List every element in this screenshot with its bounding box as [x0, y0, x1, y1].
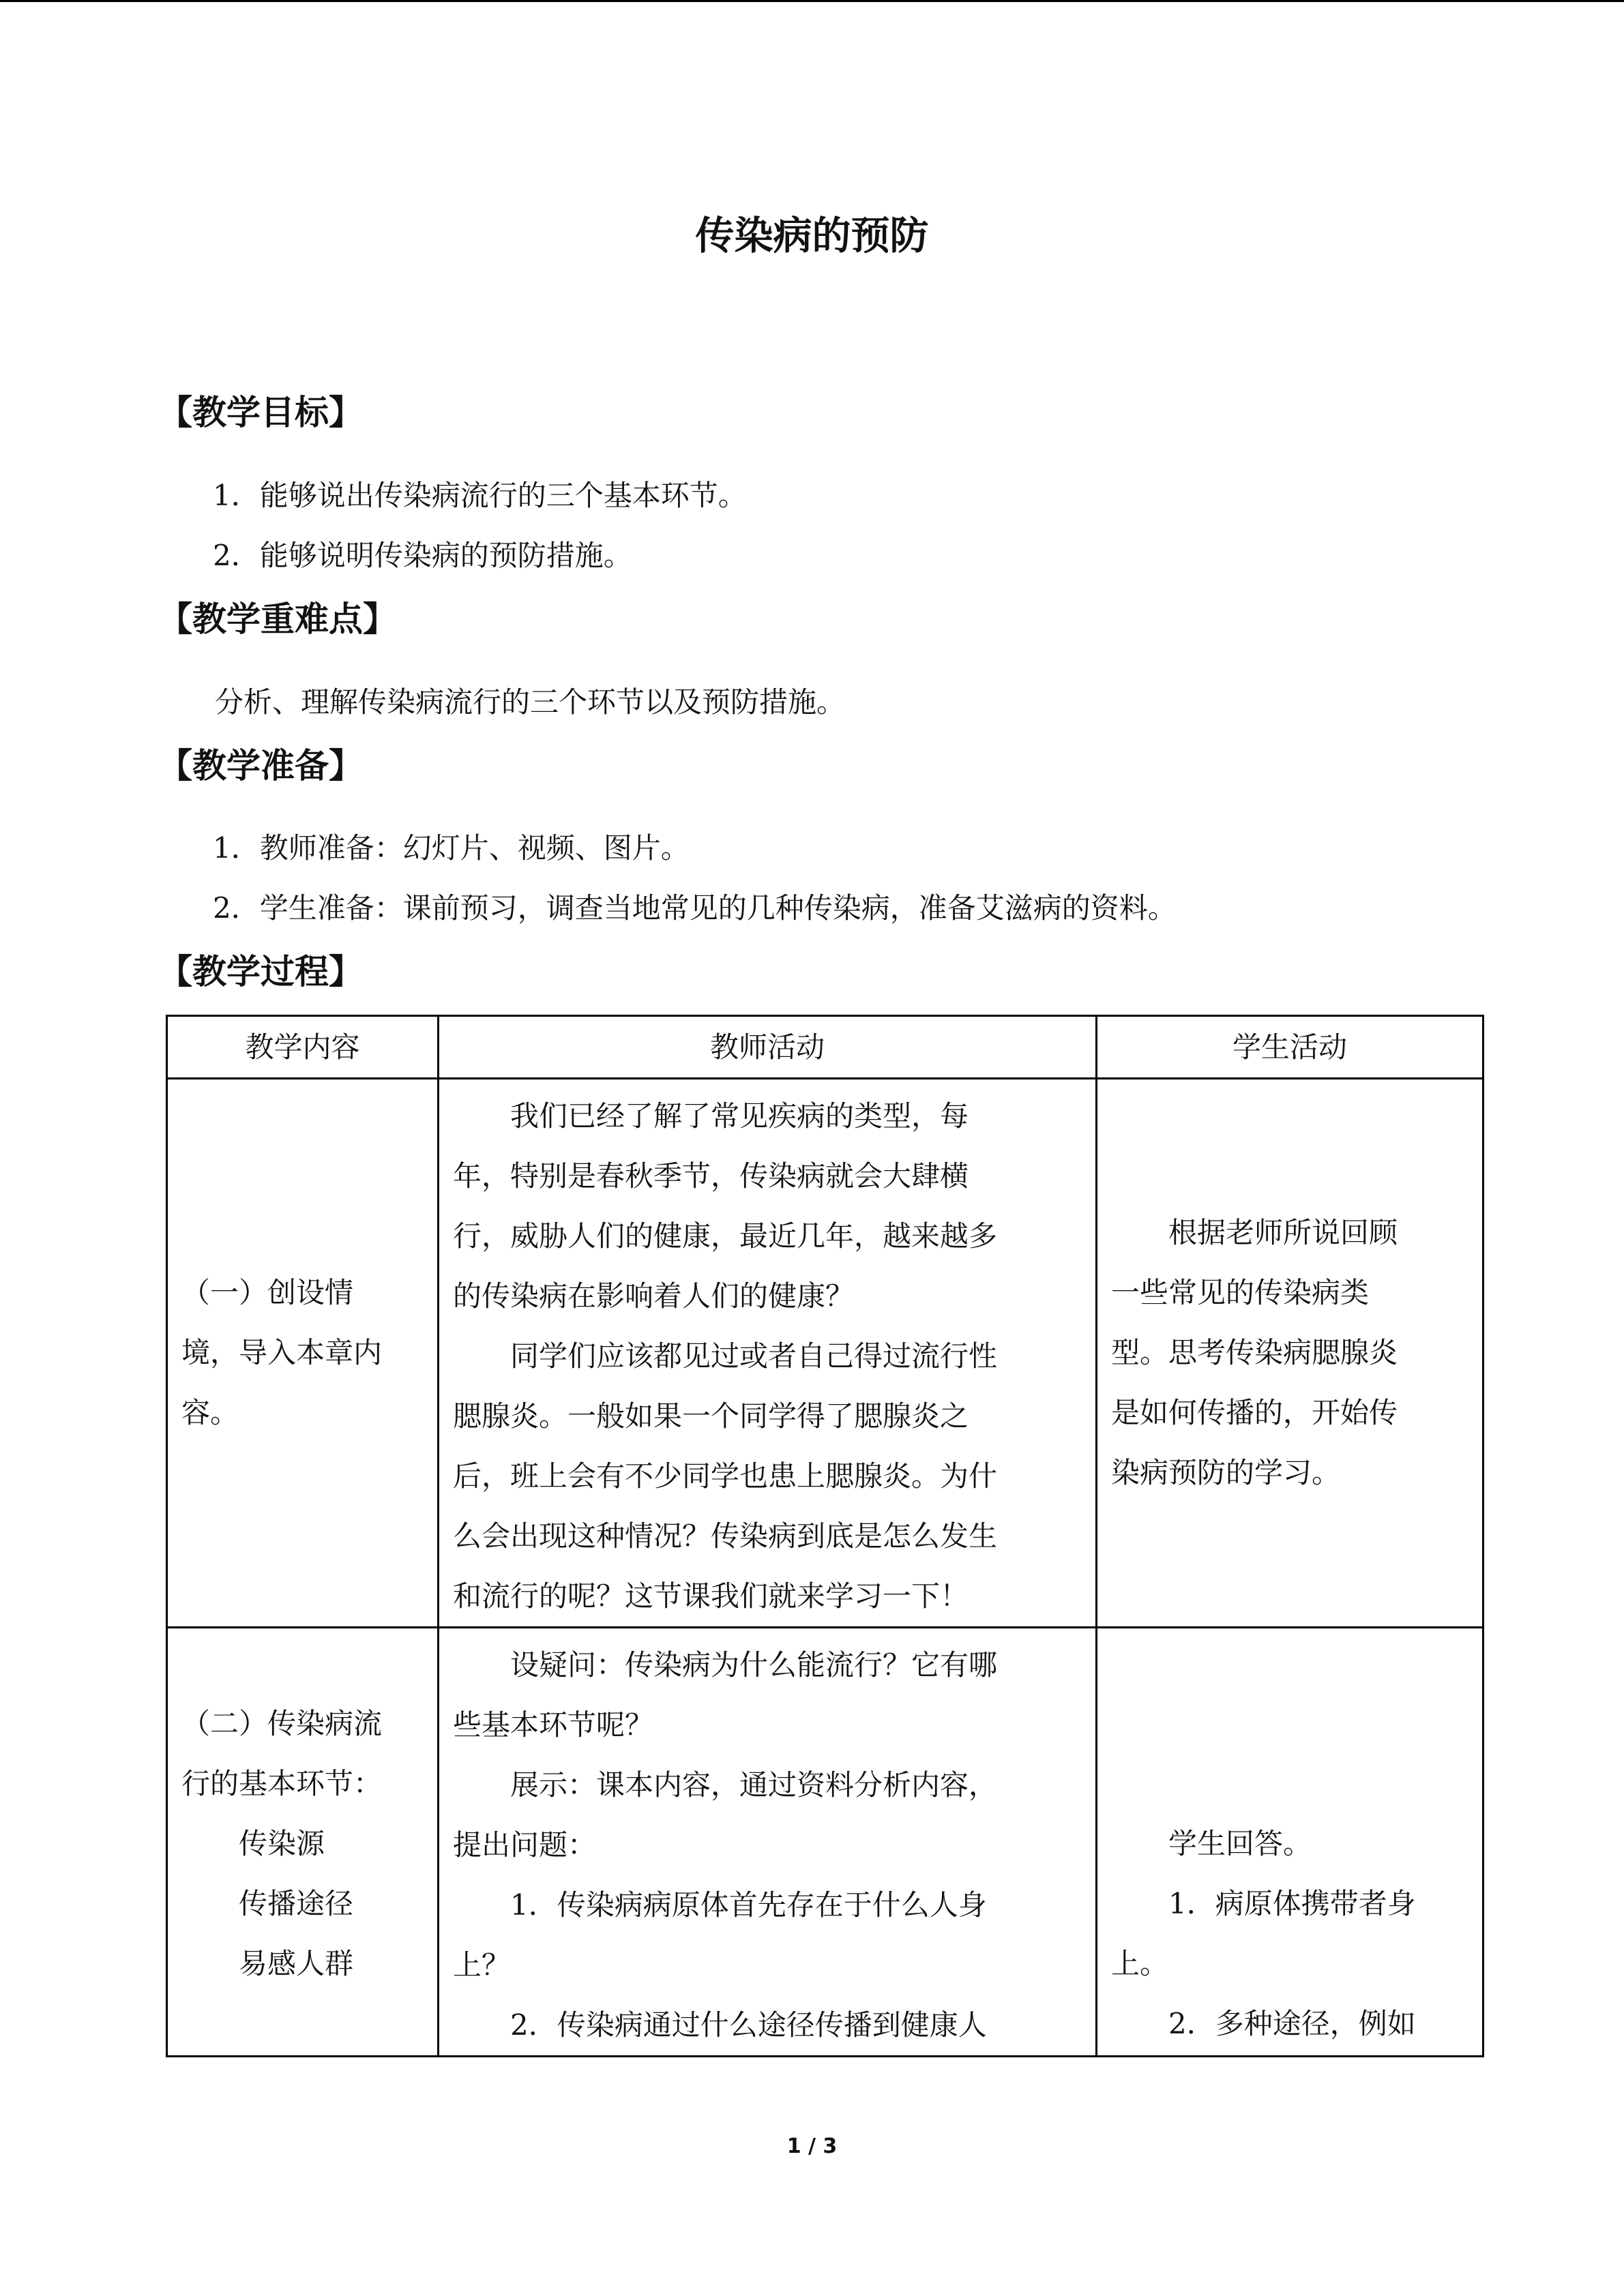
cell-line: 行，威胁人们的健康，最近几年，越来越多 [453, 1219, 998, 1253]
cell-line: 学生回答。 [1168, 1827, 1312, 1860]
cell-line: 传播途径 [239, 1887, 354, 1920]
cell-line: 年，特别是春秋季节，传染病就会大肆横 [453, 1159, 969, 1193]
cell-line: （二）传染病流 [181, 1707, 383, 1740]
cell-line: 传染源 [239, 1827, 325, 1860]
cell-line: 提出问题： [453, 1828, 597, 1862]
table-row [167, 1079, 1483, 1628]
table-row [167, 1628, 1483, 2057]
content-cell [167, 1628, 439, 2057]
cell-line: 和流行的呢？这节课我们就来学习一下！ [453, 1579, 969, 1613]
student-activity-cell [1097, 1079, 1483, 1628]
cell-line: 染病预防的学习。 [1111, 1456, 1341, 1489]
cell-line: 境，导入本章内 [181, 1336, 383, 1369]
table-header-cell: 教学内容 [167, 1016, 439, 1079]
teaching-process-table [166, 1015, 1484, 2057]
page-top-border [0, 0, 1624, 2]
cell-line: 后，班上会有不少同学也患上腮腺炎。为什 [453, 1459, 998, 1493]
cell-line: 2．传染病通过什么途径传播到健康人 [510, 2008, 987, 2042]
table-header-cell: 学生活动 [1097, 1016, 1483, 1079]
cell-line: 上。 [1111, 1947, 1169, 1980]
content-cell [167, 1079, 439, 1628]
page-number: 1 / 3 [786, 2134, 838, 2158]
cell-line: 1．病原体携带者身 [1168, 1887, 1416, 1920]
student-activity-cell [1097, 1628, 1483, 2057]
cell-line: 展示：课本内容，通过资料分析内容， [510, 1768, 998, 1802]
section-heading-objectives: 【教学目标】 [158, 393, 363, 432]
cell-line: 易感人群 [239, 1947, 354, 1980]
cell-line: 型。思考传染病腮腺炎 [1111, 1336, 1398, 1369]
cell-line: 设疑问：传染病为什么能流行？它有哪 [510, 1648, 998, 1682]
cell-line: 行的基本环节： [181, 1767, 383, 1800]
cell-line: 1．传染病病原体首先存在于什么人身 [510, 1888, 987, 1922]
key-points-text: 分析、理解传染病流行的三个环节以及预防措施。 [215, 685, 846, 719]
section-heading-process: 【教学过程】 [158, 952, 363, 992]
cell-line: 我们已经了解了常见疾病的类型，每 [510, 1099, 969, 1133]
table-header-cell: 教师活动 [439, 1016, 1097, 1079]
cell-line: 腮腺炎。一般如果一个同学得了腮腺炎之 [453, 1399, 969, 1433]
cell-line: 么会出现这种情况？传染病到底是怎么发生 [453, 1519, 998, 1553]
objective-item: 1．能够说出传染病流行的三个基本环节。 [213, 479, 747, 512]
teacher-activity-cell [439, 1628, 1097, 2057]
cell-line: 些基本环节呢？ [453, 1708, 654, 1742]
cell-line: 2．多种途径，例如 [1168, 2007, 1416, 2040]
cell-line: 根据老师所说回顾 [1168, 1216, 1398, 1249]
page-title: 传染病的预防 [695, 213, 929, 258]
teacher-activity-cell [439, 1079, 1097, 1628]
section-heading-preparation: 【教学准备】 [158, 746, 363, 786]
cell-line: （一）创设情 [181, 1276, 354, 1309]
table-header-row [167, 1016, 1483, 1079]
objective-item: 2．能够说明传染病的预防措施。 [213, 539, 632, 572]
cell-line: 一些常见的传染病类 [1111, 1276, 1370, 1309]
cell-line: 同学们应该都见过或者自己得过流行性 [510, 1339, 998, 1373]
section-heading-key-points: 【教学重难点】 [158, 599, 397, 639]
cell-line: 是如何传播的，开始传 [1111, 1396, 1398, 1429]
cell-line: 容。 [181, 1396, 239, 1429]
preparation-item: 1．教师准备：幻灯片、视频、图片。 [213, 831, 690, 865]
cell-line: 的传染病在影响着人们的健康？ [453, 1279, 855, 1313]
preparation-item: 2．学生准备：课前预习，调查当地常见的几种传染病，准备艾滋病的资料。 [213, 891, 1177, 925]
cell-line: 上？ [453, 1948, 511, 1982]
